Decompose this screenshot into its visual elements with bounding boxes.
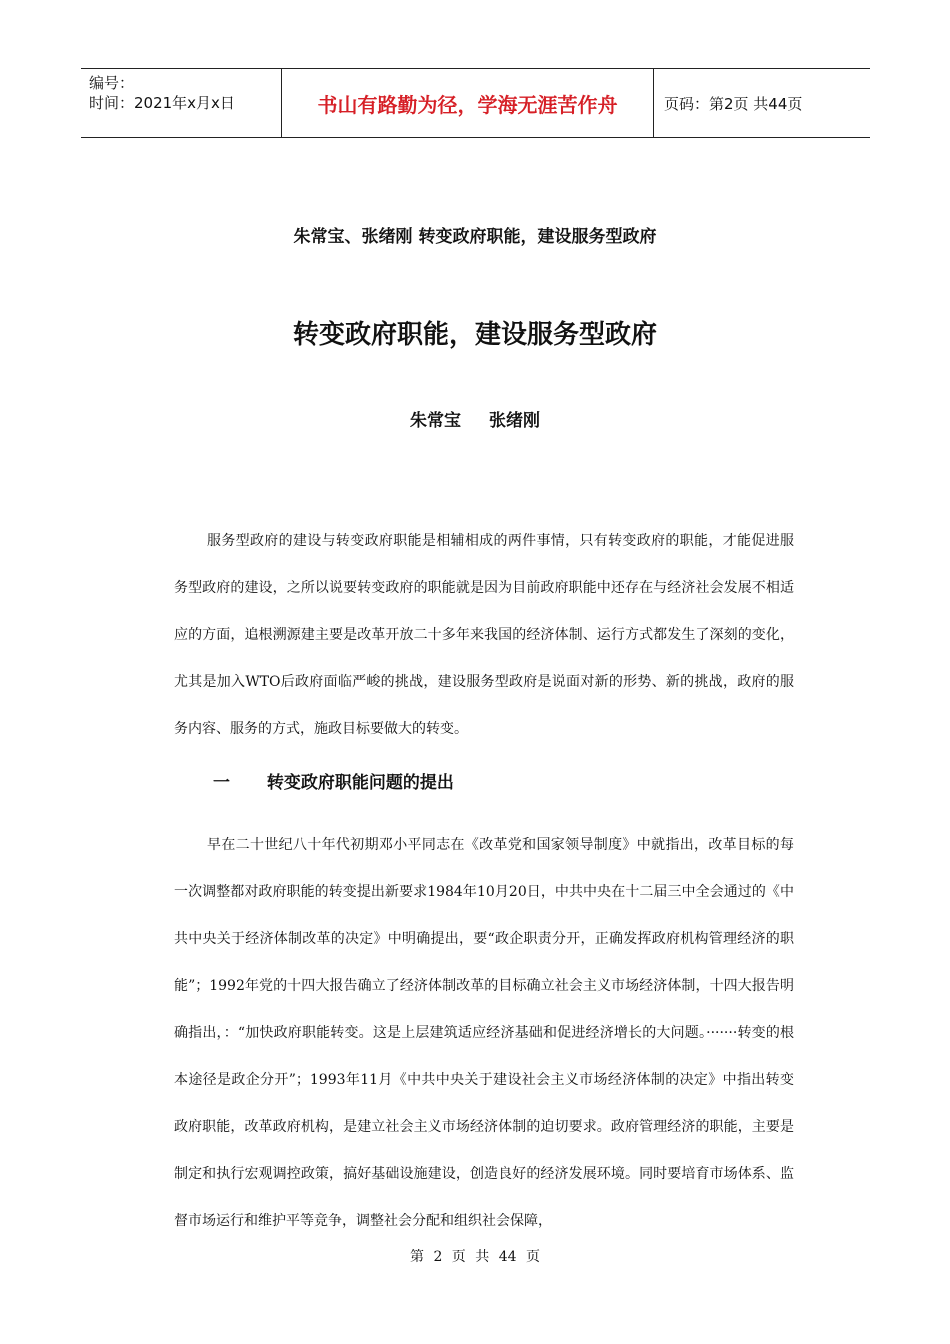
paragraph-history: 早在二十世纪八十年代初期邓小平同志在《改革党和国家领导制度》中就指出，改革目标的每一次调整都对政府职能的转变提出新要求1984年10月20日，中共中央在十二届三中全会通过的《中共中央关于经济体制改革的决定》中明确提出，要“政企职责分开，正确发挥政府机构管理经济的职能”；1992年党的十四大报告确立了经济体制改革的目标确立社会主义市场经济体制，十四大报告明确指出，：“加快政府职能转变。这是上层建筑适应经济基础和促进经济增长的大问题。·······转变的根本途径是政企分开”；1993年11月《中共中央关于建设社会主义市场经济体制的决定》中指出转变政府职能，改革政府机构，是建立社会主义市场经济体制的迫切要求。政府管理经济的职能，主要是制定和执行宏观调控政策，搞好基础设施建设，创造良好的经济发展环境。同时要培育市场体系、监督市场运行和维护平等竞争，调整社会分配和组织社会保障， xyxy=(174,837,794,1229)
header-page-info: 页码：第2页 共44页 xyxy=(664,94,803,113)
header-meta xyxy=(81,69,281,137)
section-title: 转变政府职能问题的提出 xyxy=(266,773,454,793)
document-subtitle: 朱常宝、张绪刚 转变政府职能，建设服务型政府 xyxy=(293,227,657,247)
header-motto: 书山有路勤为径，学海无涯苦作舟 xyxy=(281,69,654,137)
page-header xyxy=(81,68,870,138)
paragraph-intro: 服务型政府的建设与转变政府职能是相辅相成的两件事情，只有转变政府的职能，才能促进服务型政府的建设，之所以说要转变政府的职能就是因为目前政府职能中还存在与经济社会发展不相适应的方面，追根溯源建主要是改革开放二十多年来我国的经济体制、运行方式都发生了深刻的变化，尤其是加入WTO后政府面临严峻的挑战，建设服务型政府是说面对新的形势、新的挑战，政府的服务内容、服务的方式，施政目标要做大的转变。 xyxy=(174,533,794,737)
document-authors: 朱常宝 张绪刚 xyxy=(410,411,540,431)
page-footer: 第 2 页 共 44 页 xyxy=(410,1249,540,1265)
section-heading xyxy=(213,768,454,793)
header-date-label: 时间：2021年x月x日 xyxy=(89,94,235,112)
document-title: 转变政府职能，建设服务型政府 xyxy=(292,320,657,350)
header-number-label: 编号： xyxy=(89,74,135,92)
section-number: 一 xyxy=(213,773,230,793)
